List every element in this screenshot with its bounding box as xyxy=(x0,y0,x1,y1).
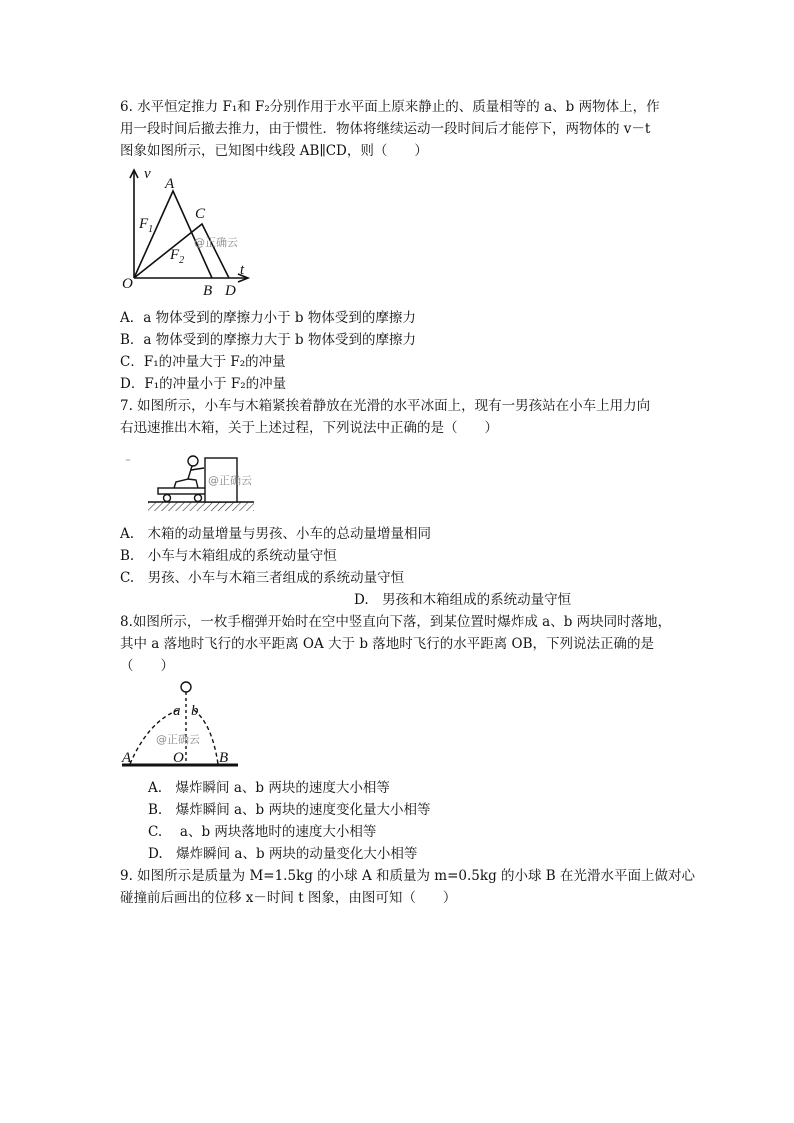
q7-stem-line-2: 右迅速推出木箱，关于上述过程，下列说法中正确的是（ ） xyxy=(120,420,498,436)
fragment-a-label: a xyxy=(173,703,181,719)
q9-stem-line-1: 9. 如图所示是质量为 M=1.5kg 的小球 A 和质量为 m=0.5kg 的小球 B 在光滑水平面上做对心 xyxy=(120,868,696,884)
q6-option-d: D．F₁的冲量小于 F₂的冲量 xyxy=(120,376,287,392)
q6-vt-graph xyxy=(118,164,258,302)
point-o-label: O xyxy=(173,750,184,766)
svg-text:F2 xyxy=(169,247,184,266)
point-b-label: B xyxy=(219,750,229,766)
point-d-label: D xyxy=(225,283,236,299)
svg-text:F1 xyxy=(138,216,153,235)
q7-stem-line-1: 7. 如图所示，小车与木箱紧挨着静放在光滑的水平冰面上，现有一男孩站在小车上用力向 xyxy=(120,398,651,414)
q7-option-a: A. 木箱的动量增量与男孩、小车的总动量增量相同 xyxy=(120,526,432,542)
watermark: @正确云 xyxy=(194,236,238,249)
fragment-b-label: b xyxy=(191,703,199,719)
q7-option-b: B. 小车与木箱组成的系统动量守恒 xyxy=(120,548,337,564)
q8-option-d: D. 爆炸瞬间 a、b 两块的动量变化大小相等 xyxy=(148,846,418,862)
q8-stem-line-1: 8.如图所示，一枚手榴弹开始时在空中竖直向下落，到某位置时爆炸成 a、b 两块同时落地， xyxy=(120,614,672,630)
q9-stem-line-2: 碰撞前后画出的位移 x－时间 t 图象，由图可知（ ） xyxy=(120,890,457,906)
q8-stem-line-2: 其中 a 落地时飞行的水平距离 OA 大于 b 落地时飞行的水平距离 OB，下列说法正确的是 xyxy=(120,636,655,652)
q6-stem-line-1: 6. 水平恒定推力 F₁和 F₂分别作用于水平面上原来静止的、质量相等的 a、b 两物体上，作 xyxy=(120,99,660,115)
v-axis-label: v xyxy=(144,166,151,182)
point-c-label: C xyxy=(195,206,206,222)
f2-label: F xyxy=(170,247,180,263)
q7-option-d: D. 男孩和木箱组成的系统动量守恒 xyxy=(354,592,572,608)
q6-stem-line-2: 用一段时间后撤去推力，由于惯性．物体将继续运动一段时间后才能停下，两物体的 v－t xyxy=(120,121,651,137)
point-a-label: A xyxy=(165,176,175,192)
q6-stem-line-3: 图象如图所示，已知图中线段 AB∥CD，则（ ） xyxy=(120,143,428,159)
q7-option-c: C. 男孩、小车与木箱三者组成的系统动量守恒 xyxy=(120,570,405,586)
q8-option-a: A. 爆炸瞬间 a、b 两块的速度大小相等 xyxy=(148,780,390,796)
t-axis-label: t xyxy=(240,262,245,278)
q6-option-b: B．a 物体受到的摩擦力大于 b 物体受到的摩擦力 xyxy=(120,332,416,348)
q8-stem-line-3: （ ） xyxy=(120,658,174,674)
q6-option-a: A．a 物体受到的摩擦力小于 b 物体受到的摩擦力 xyxy=(120,310,416,326)
q8-grenade-figure xyxy=(118,680,242,776)
origin-label: O xyxy=(122,276,133,292)
q8-option-c: C. a、b 两块落地时的速度大小相等 xyxy=(148,824,377,840)
q7-cart-box-figure xyxy=(120,446,260,518)
f1-subscript: 1 xyxy=(148,224,154,235)
f2-subscript: 2 xyxy=(179,255,185,266)
q6-option-c: C．F₁的冲量大于 F₂的冲量 xyxy=(120,354,286,370)
q8-option-b: B. 爆炸瞬间 a、b 两块的速度变化量大小相等 xyxy=(148,802,431,818)
f1-label: F xyxy=(139,216,149,232)
point-a-label: A xyxy=(122,750,132,766)
watermark: @正确云 xyxy=(208,474,252,487)
point-b-label: B xyxy=(203,283,213,299)
watermark: @正确云 xyxy=(156,733,200,746)
